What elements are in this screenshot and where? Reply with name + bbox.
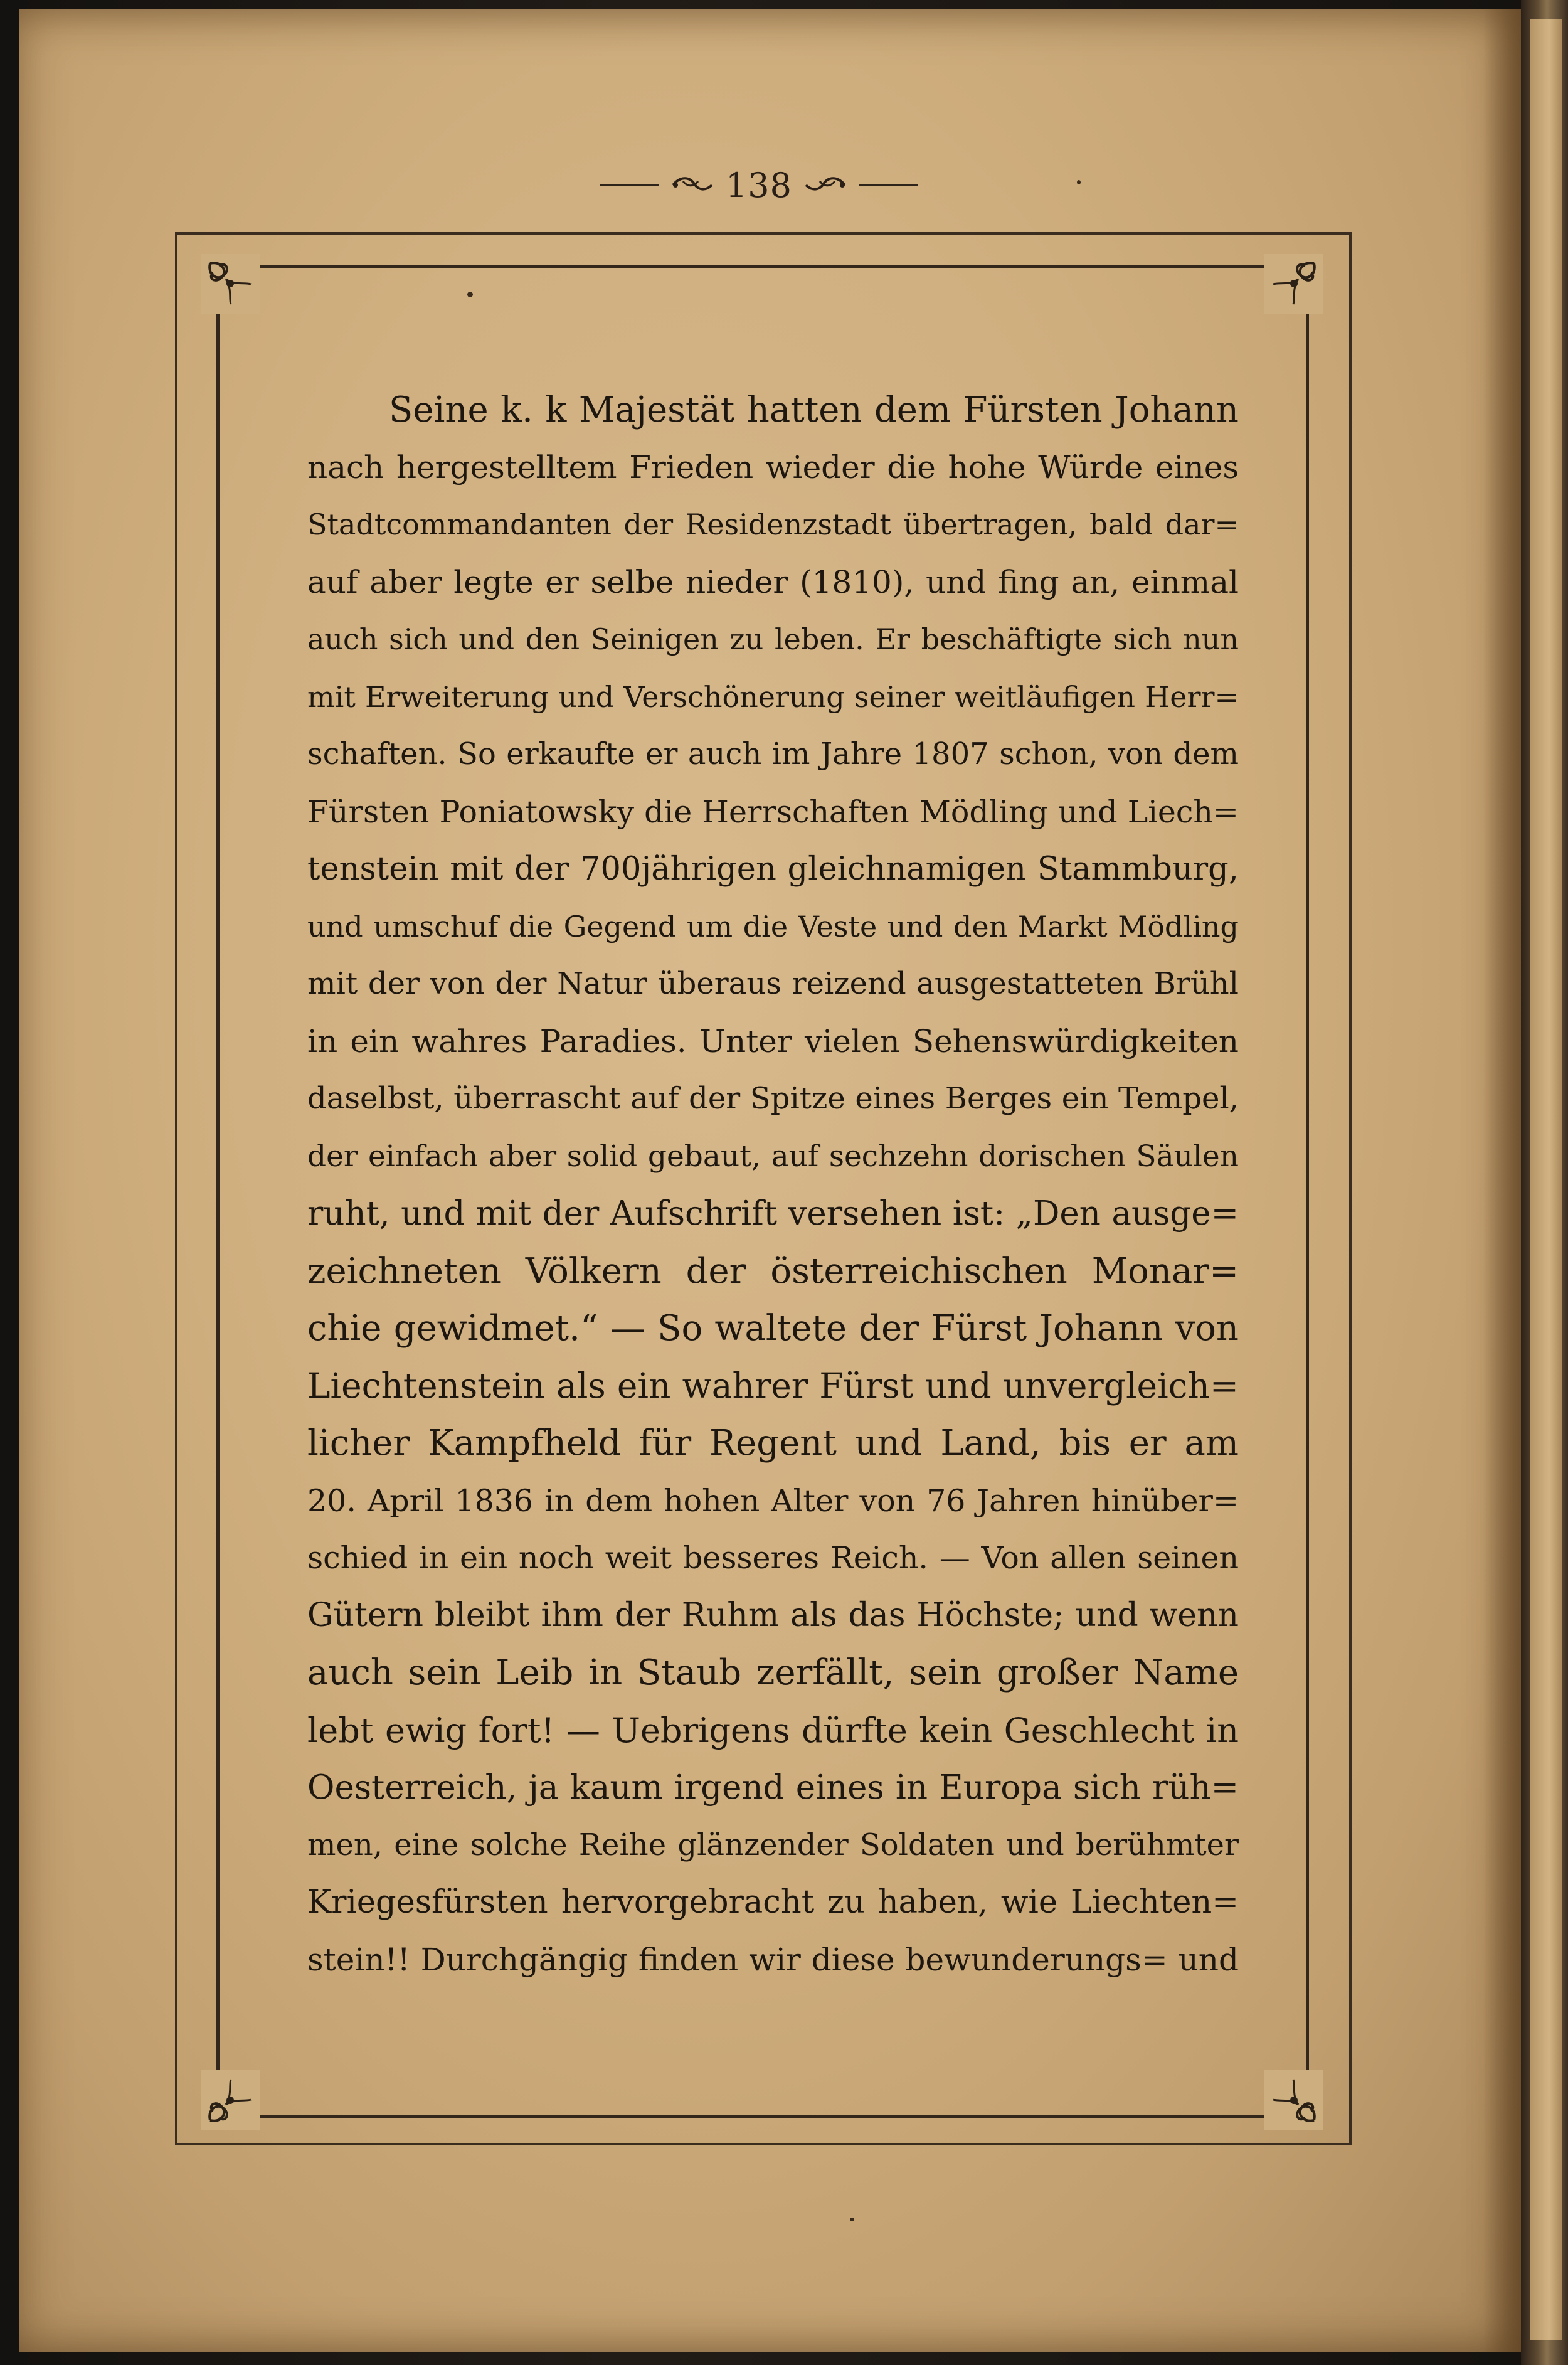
paper-speck: [467, 292, 473, 297]
text-line: mit der von der Natur überaus reizend ausgestatteten Brühl: [307, 966, 1239, 1001]
text-line: auf aber legte er selbe nieder (1810), und fing an, einmal: [307, 563, 1239, 600]
text-line: stein!! Durchgängig finden wir diese bewunderungs= und: [307, 1941, 1239, 1978]
text-line: men, eine solche Reihe glänzender Soldaten und berühmter: [307, 1827, 1239, 1863]
text-line: in ein wahres Paradies. Unter vielen Sehenswürdigkeiten: [307, 1023, 1239, 1060]
floral-corner-icon: [1264, 254, 1323, 314]
header-rule-right: [859, 184, 918, 186]
page-edge-shading: [1483, 9, 1521, 2352]
adjacent-page-edge: [1530, 19, 1562, 2340]
text-line: der einfach aber solid gebaut, auf sechzehn dorischen Säulen: [307, 1139, 1239, 1174]
text-line: mit Erweiterung und Verschönerung seiner weitläufigen Herr=: [307, 679, 1239, 714]
text-line: licher Kampfheld für Regent und Land, bis er am: [307, 1423, 1239, 1464]
header-rule-left: [600, 184, 659, 186]
paper-speck: [850, 2218, 854, 2221]
paper-speck: [1077, 180, 1081, 184]
text-line: lebt ewig fort! — Uebrigens dürfte kein Geschlecht in: [307, 1710, 1239, 1750]
text-line: Gütern bleibt ihm der Ruhm als das Höchste; und wenn: [307, 1596, 1239, 1634]
text-line: Liechtenstein als ein wahrer Fürst und unvergleich=: [307, 1365, 1239, 1406]
floral-corner-icon: [201, 254, 260, 314]
text-line: nach hergestelltem Frieden wieder die hohe Würde eines: [307, 449, 1239, 486]
text-line: auch sich und den Seinigen zu leben. Er beschäftigte sich nun: [307, 622, 1239, 656]
text-line: zeichneten Völkern der österreichischen Monar=: [307, 1250, 1239, 1292]
text-line: Stadtcommandanten der Residenzstadt übertragen, bald dar=: [307, 508, 1239, 541]
text-line: tenstein mit der 700jährigen gleichnamigen Stammburg,: [307, 851, 1239, 888]
text-line: und umschuf die Gegend um die Veste und den Markt Mödling: [307, 909, 1239, 943]
text-line: Fürsten Poniatowsky die Herrschaften Mödling und Liech=: [307, 794, 1239, 830]
text-line: schaften. So erkaufte er auch im Jahre 1807 schon, von dem: [307, 736, 1239, 772]
body-text: [307, 381, 1239, 1989]
scroll-ornament-icon: [670, 173, 714, 198]
page-number: 138: [725, 165, 793, 205]
floral-corner-icon: [1264, 2070, 1323, 2130]
text-line: schied in ein noch weit besseres Reich. — Von allen seinen: [307, 1540, 1239, 1576]
scroll-ornament-icon: [803, 173, 847, 198]
text-line: Kriegesfürsten hervorgebracht zu haben, wie Liechten=: [307, 1884, 1239, 1921]
text-line: Seine k. k Majestät hatten dem Fürsten Johann: [389, 390, 1239, 430]
text-line: Oesterreich, ja kaum irgend eines in Europa sich rüh=: [307, 1768, 1239, 1807]
text-line: auch sein Leib in Staub zerfällt, sein großer Name: [307, 1652, 1239, 1693]
text-line: chie gewidmet.“ — So waltete der Fürst Johann von: [307, 1308, 1239, 1349]
floral-corner-icon: [201, 2070, 260, 2130]
text-line: ruht, und mit der Aufschrift versehen ist: „Den ausge=: [307, 1194, 1239, 1233]
text-line: daselbst, überrascht auf der Spitze eines Berges ein Tempel,: [307, 1081, 1239, 1116]
text-line: 20. April 1836 in dem hohen Alter von 76 Jahren hinüber=: [307, 1482, 1239, 1519]
page-header: [583, 160, 935, 210]
